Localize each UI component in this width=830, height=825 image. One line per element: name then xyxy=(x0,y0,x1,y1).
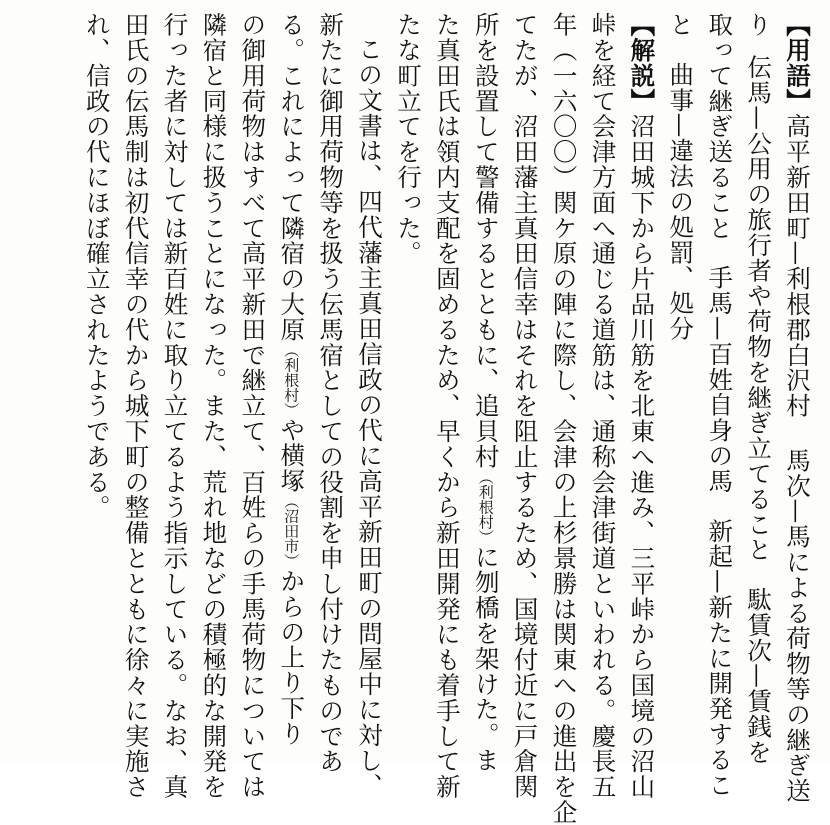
commentary-line-4: てたが、沼田藩主真田信幸はそれを阻止するため、国境付近に戸倉関 xyxy=(510,12,540,800)
term-takahira: 高平新田町—利根郡白沢村 xyxy=(783,113,812,419)
commentary-line-3: 年（一六〇〇）関ケ原の陣に際し、会津の上杉景勝は関東への進出を企 xyxy=(549,12,579,825)
commentary-line-12: 隣宿と同様に扱うことになった。また、荒れ地などの積極的な開発を xyxy=(199,12,229,800)
commentary-line-15: れ、信政の代にほぼ確立されたようである。 xyxy=(82,12,112,520)
annotation-numatashi: （沼田市） xyxy=(282,493,301,569)
commentary-line-6: た真田氏は領内支配を固めるため、早くから新田開発にも着手して新 xyxy=(432,12,462,800)
terms-line-2: り伝馬—公用の旅行者や荷物を継ぎ立てること駄賃次—賃銭を xyxy=(744,12,774,765)
annotation-tonemura-2: （利根村） xyxy=(282,342,301,418)
commentary-line-10: る。これによって隣宿の大原（利根村）や横塚（沼田市）からの上り下り xyxy=(277,12,307,747)
commentary-line-2: 峠を経て会津方面へ通じる道筋は、通称会津街道といわれる。慶長五 xyxy=(588,12,618,800)
terms-line-1 xyxy=(777,12,816,804)
commentary-line-8: この文書は、四代藩主真田信政の代に高平新田町の問屋中に対し、 xyxy=(355,36,385,799)
commentary-line-7: たな町立てを行った。 xyxy=(393,12,423,266)
commentary-line-5: 所を設置して警備するとともに、追貝村（利根村）に刎橋を架けた。ま xyxy=(471,12,501,773)
term-shinokoshi: 新起—新たに開発するこ xyxy=(705,518,735,798)
commentary-line-13: 行った者に対しては新百姓に取り立てるよう指示している。なお、真 xyxy=(160,12,190,800)
commentary-line-14: 田氏の伝馬制は初代信幸の代から城下町の整備とともに徐々に実施さ xyxy=(121,12,151,800)
commentary-line-11: の御用荷物はすべて高平新田で継立て、百姓らの手馬荷物については xyxy=(238,12,268,800)
terms-heading: 【用語】 xyxy=(783,12,812,114)
terms-line-4: と曲事—違法の処罰、処分 xyxy=(666,12,696,342)
commentary-heading: 【解説】 xyxy=(627,12,657,114)
term-teuma: 手馬—百姓自身の馬 xyxy=(705,265,735,494)
term-tenma: 伝馬—公用の旅行者や荷物を継ぎ立てること xyxy=(744,54,774,563)
annotation-tonemura: （利根村） xyxy=(476,469,495,545)
vertical-text-block xyxy=(77,12,816,825)
term-kusegoto: 曲事—違法の処罰、処分 xyxy=(666,61,696,342)
term-umatsugi: 馬次—馬による荷物等の継ぎ送 xyxy=(783,447,812,804)
terms-line-3: 取って継ぎ送ること手馬—百姓自身の馬新起—新たに開発するこ xyxy=(705,12,735,798)
commentary-line-1: 【解説】沼田城下から片品川筋を北東へ進み、三平峠から国境の沼山 xyxy=(627,12,657,800)
term-dachinji: 駄賃次—賃銭を xyxy=(744,587,774,765)
commentary-line-9: 新たに御用荷物等を扱う伝馬宿としての役割を申し付けたものであ xyxy=(316,12,346,774)
